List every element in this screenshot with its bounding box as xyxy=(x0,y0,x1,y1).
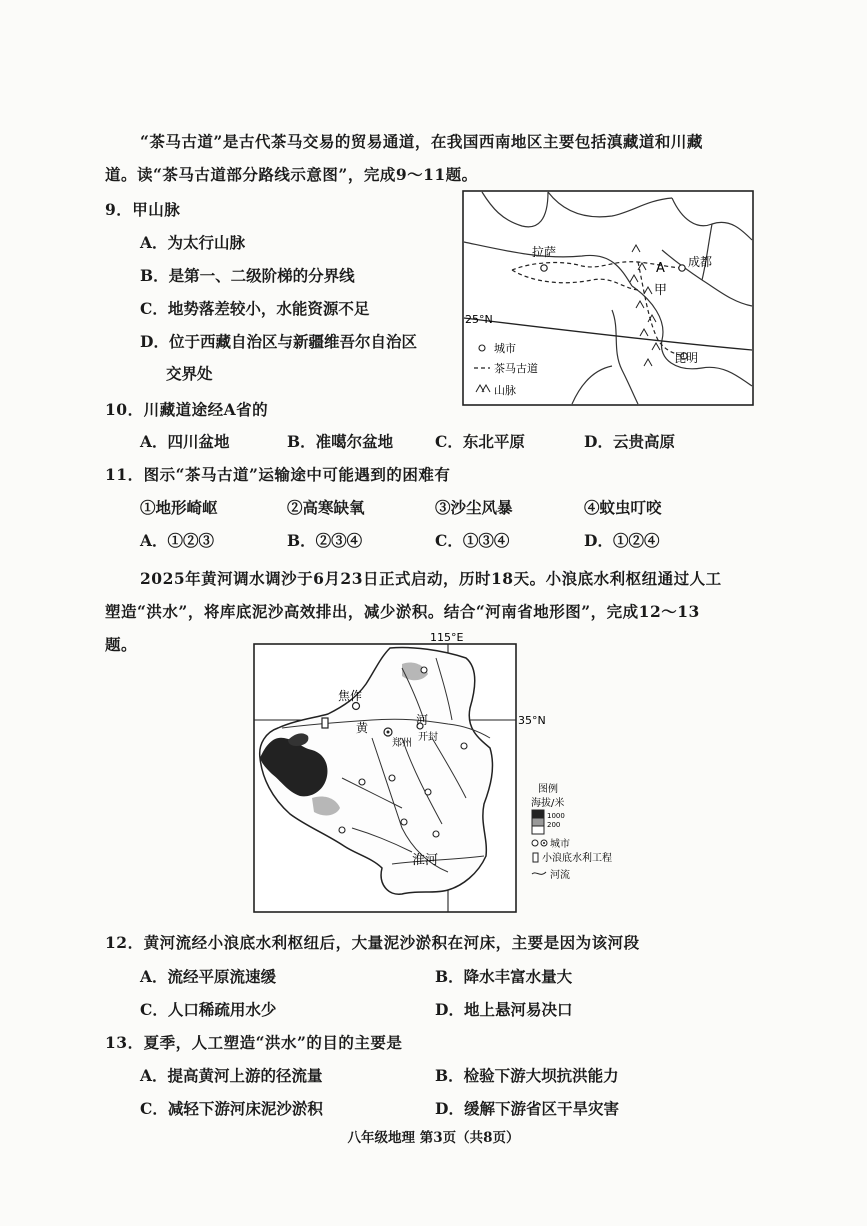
q11-item-2: ②高寒缺氧 xyxy=(287,498,365,517)
q11-item-3: ③沙尘风暴 xyxy=(435,498,513,517)
q11-item-4: ④蚊虫叮咬 xyxy=(584,498,662,517)
q12-stem: 12．黄河流经小浪底水利枢纽后，大量泥沙淤积在河床，主要是因为该河段 xyxy=(105,933,640,952)
q11-item-1: ①地形崎岖 xyxy=(140,498,218,517)
q13-stem: 13．夏季，人工塑造“洪水”的目的主要是 xyxy=(105,1033,403,1052)
q11-option-c[interactable]: C．①③④ xyxy=(435,531,510,550)
intro2-line-3: 题。 xyxy=(105,635,138,654)
legend-title: 图例 xyxy=(538,784,558,795)
intro2-line-1: 2025年黄河调水调沙于6月23日正式启动，历时18天。小浪底水利枢纽通过人工 xyxy=(140,569,722,588)
province-a-label: A xyxy=(656,261,665,276)
mountain-jia-label: 甲 xyxy=(654,283,668,298)
q12-option-c[interactable]: C．人口稀疏用水少 xyxy=(140,1000,277,1019)
chengdu-city-marker xyxy=(679,265,685,271)
xiaolangdi-dam-marker xyxy=(322,718,328,728)
zhengzhou-label: 郑州 xyxy=(392,738,412,749)
lhasa-city-marker xyxy=(541,265,547,271)
kaifeng-label: 开封 xyxy=(418,732,438,743)
lhasa-label: 拉萨 xyxy=(532,245,557,259)
map2-legend xyxy=(531,782,612,881)
legend-city-label: 城市 xyxy=(550,839,570,850)
q13-option-a[interactable]: A．提高黄河上游的径流量 xyxy=(140,1066,323,1085)
chengdu-label: 成都 xyxy=(688,255,713,269)
q9-option-d[interactable]: D．位于西藏自治区与新疆维吾尔自治区 xyxy=(140,332,417,351)
q10-option-a[interactable]: A．四川盆地 xyxy=(140,432,230,451)
legend-elevation-label: 海拔/米 xyxy=(531,798,565,809)
latitude-label: 25°N xyxy=(465,313,493,326)
q11-stem: 11．图示“茶马古道”运输途中可能遇到的困难有 xyxy=(105,465,451,484)
q12-option-d[interactable]: D．地上悬河易决口 xyxy=(435,1000,573,1019)
huanghe-char-2: 河 xyxy=(416,713,429,727)
legend-200: 200 xyxy=(547,821,561,829)
q10-option-b[interactable]: B．准噶尔盆地 xyxy=(287,432,394,451)
q11-option-d[interactable]: D．①②④ xyxy=(584,531,660,550)
intro-line-2: 道。读“茶马古道部分路线示意图”，完成9～11题。 xyxy=(105,165,478,184)
page-footer: 八年级地理 第3页（共8页） xyxy=(347,1130,520,1146)
q12-option-a[interactable]: A．流经平原流速缓 xyxy=(140,967,277,986)
legend-river-label: 河流 xyxy=(550,870,570,881)
longitude-label: 115°E xyxy=(430,631,464,644)
q11-option-b[interactable]: B．②③④ xyxy=(287,531,363,550)
intro2-line-2: 塑造“洪水”，将库底泥沙高效排出，减少淤积。结合“河南省地形图”，完成12～13 xyxy=(105,602,700,621)
q13-option-b[interactable]: B．检验下游大坝抗洪能力 xyxy=(435,1066,619,1085)
kunming-label: 昆明 xyxy=(674,351,699,365)
jiaozuo-city-marker xyxy=(353,703,360,710)
q9-option-d-cont: 交界处 xyxy=(166,364,213,383)
q11-option-a[interactable]: A．①②③ xyxy=(140,531,215,550)
latitude-35-label: 35°N xyxy=(518,714,546,727)
legend-city-label: 城市 xyxy=(494,342,516,355)
q9-option-c[interactable]: C．地势落差较小，水能资源不足 xyxy=(140,299,370,318)
legend-mountain-label: 山脉 xyxy=(494,384,516,397)
legend-dam-label: 小浪底水利工程 xyxy=(542,853,612,864)
legend-1000: 1000 xyxy=(547,812,565,820)
q9-option-a[interactable]: A．为太行山脉 xyxy=(140,233,246,252)
huanghe-char-1: 黄 xyxy=(356,721,369,735)
tea-horse-road-map xyxy=(462,190,754,406)
jiaozuo-label: 焦作 xyxy=(338,689,363,703)
henan-terrain-map xyxy=(252,628,632,914)
q12-option-b[interactable]: B．降水丰富水量大 xyxy=(435,967,573,986)
q10-stem: 10．川藏道途经A省的 xyxy=(105,400,269,419)
intro-line-1: “茶马古道”是古代茶马交易的贸易通道，在我国西南地区主要包括滇藏道和川藏 xyxy=(140,132,703,151)
q10-option-c[interactable]: C．东北平原 xyxy=(435,432,525,451)
legend-road-label: 茶马古道 xyxy=(494,362,538,375)
q13-option-c[interactable]: C．减轻下游河床泥沙淤积 xyxy=(140,1099,323,1118)
q9-stem: 9．甲山脉 xyxy=(105,200,181,219)
q9-option-b[interactable]: B．是第一、二级阶梯的分界线 xyxy=(140,266,355,285)
q13-option-d[interactable]: D．缓解下游省区干旱灾害 xyxy=(435,1099,619,1118)
q10-option-d[interactable]: D．云贵高原 xyxy=(584,432,675,451)
huaihe-label: 淮河 xyxy=(412,853,439,868)
